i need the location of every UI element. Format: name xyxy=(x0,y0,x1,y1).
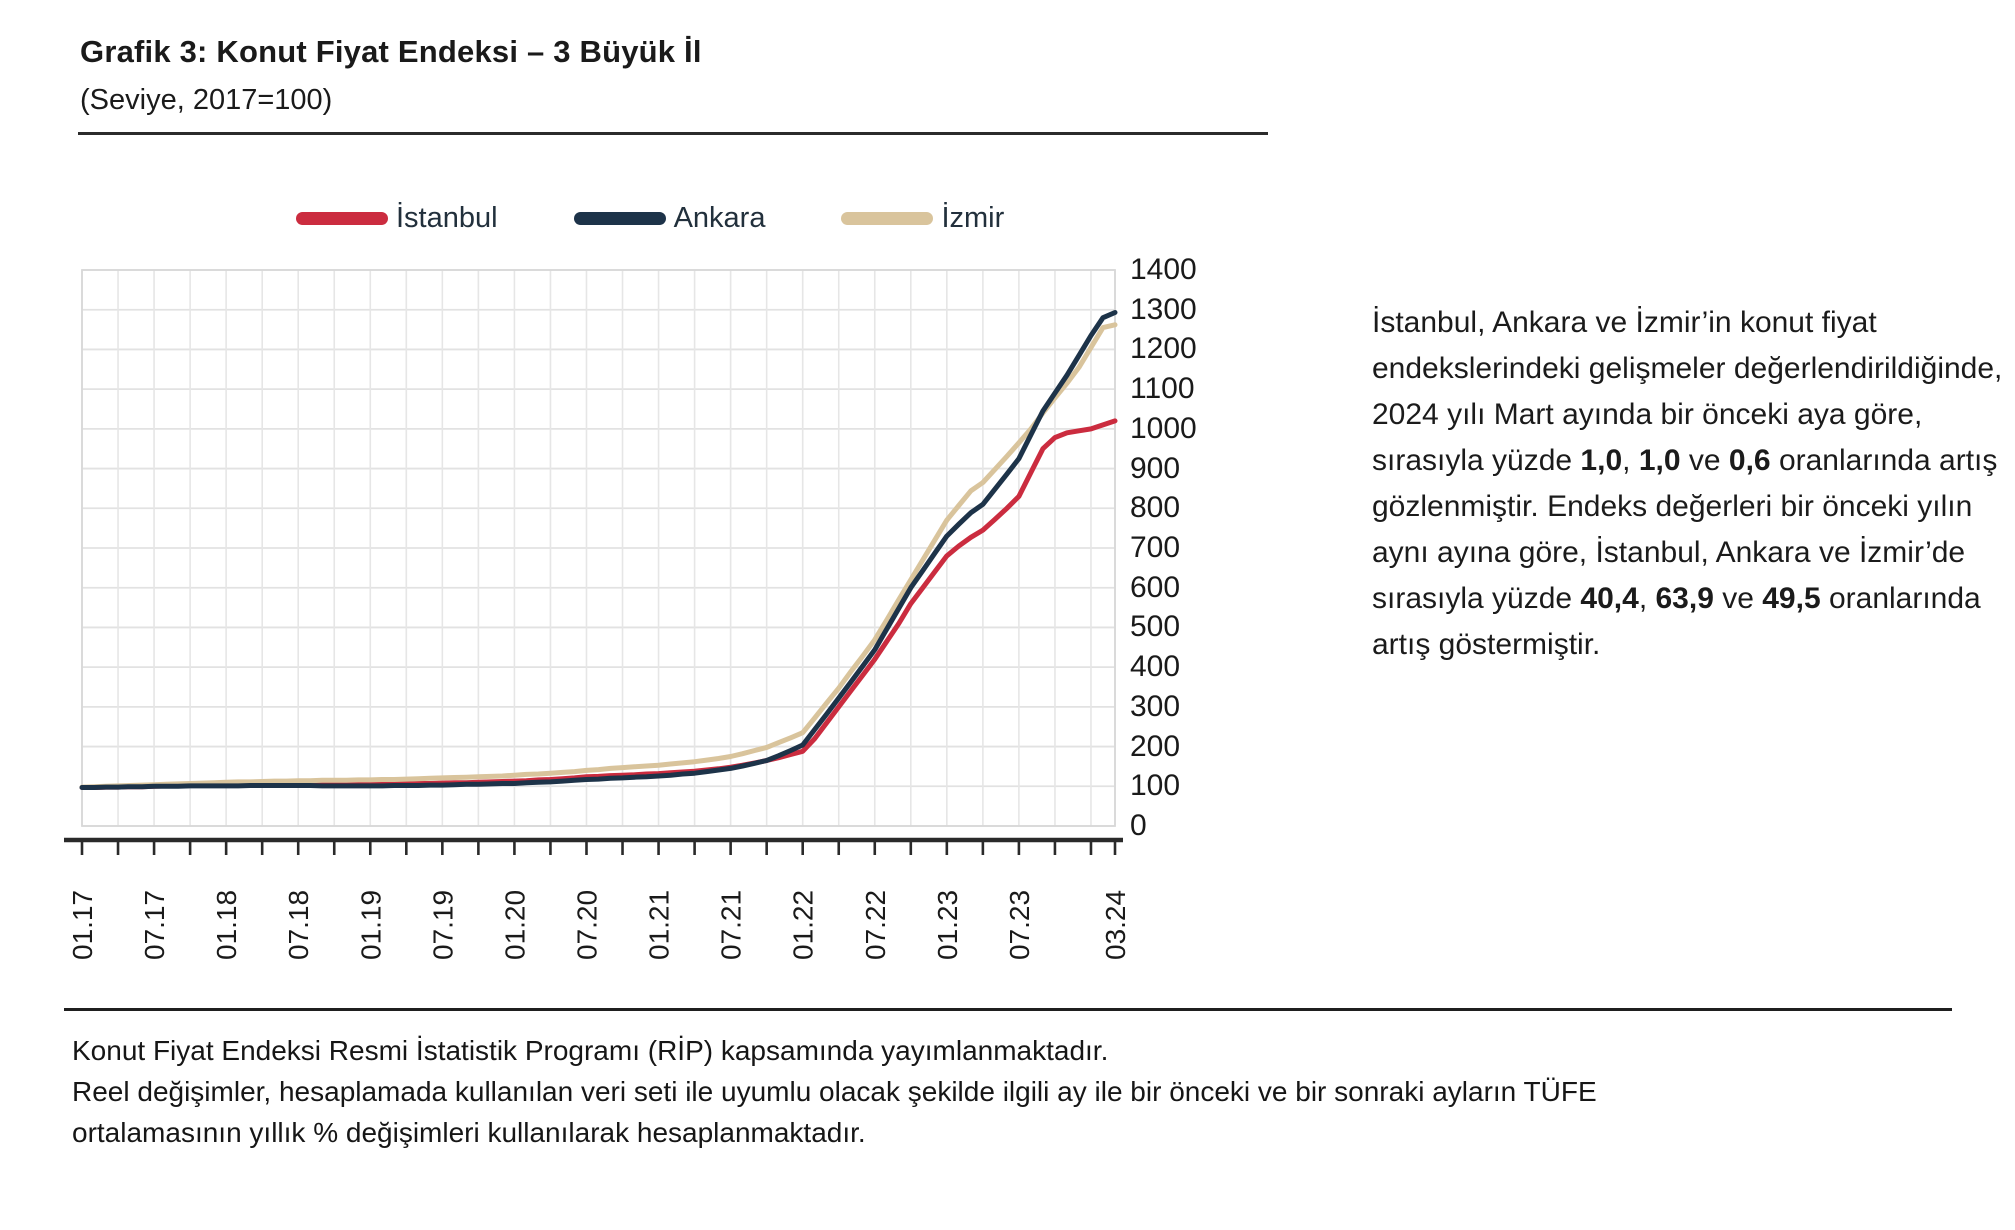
page-subtitle: (Seviye, 2017=100) xyxy=(80,84,333,116)
y-tick-label: 800 xyxy=(1130,491,1181,524)
y-tick-label: 700 xyxy=(1130,531,1181,564)
y-tick-label: 300 xyxy=(1130,690,1181,723)
y-tick-label: 500 xyxy=(1130,610,1181,643)
commentary-text: , xyxy=(1622,444,1639,477)
x-tick-label: 01.21 xyxy=(643,889,675,960)
x-tick-label: 07.21 xyxy=(715,889,747,960)
y-tick-label: 1200 xyxy=(1130,332,1197,365)
commentary-bold-value: 1,0 xyxy=(1638,444,1681,477)
footnote-line: Konut Fiyat Endeksi Resmi İstatistik Programı (RİP) kapsamında yayımlanmaktadır. xyxy=(72,1035,1109,1066)
legend-label-istanbul: İstanbul xyxy=(396,202,498,234)
series-line-ankara xyxy=(82,313,1115,788)
commentary-text: ve xyxy=(1713,582,1763,615)
legend-item-istanbul xyxy=(296,202,498,235)
commentary-text: oranlarında artış göstermiştir. xyxy=(1372,582,1981,661)
y-tick-label: 600 xyxy=(1130,571,1181,604)
price-index-chart xyxy=(67,268,1131,968)
commentary-bold-value: 49,5 xyxy=(1762,582,1821,615)
x-tick-label: 07.22 xyxy=(859,889,891,960)
footer-divider xyxy=(64,1008,1952,1011)
chart-legend xyxy=(296,202,1004,235)
commentary-text: , xyxy=(1638,582,1656,615)
y-tick-label: 1400 xyxy=(1130,253,1197,286)
commentary-paragraph xyxy=(1372,300,2015,668)
y-tick-label: 1100 xyxy=(1130,372,1195,405)
y-tick-label: 100 xyxy=(1130,769,1181,802)
footnote-line: ortalamasının yıllık % değişimleri kullanılarak hesaplanmaktadır. xyxy=(72,1117,866,1148)
commentary-bold-value: 63,9 xyxy=(1655,582,1714,615)
x-tick-label: 07.18 xyxy=(283,889,315,960)
x-tick-label: 07.19 xyxy=(427,889,459,960)
series-line-istanbul xyxy=(82,421,1115,788)
x-tick-label: 07.20 xyxy=(571,889,603,960)
x-tick-label: 01.22 xyxy=(787,889,819,960)
commentary-text: ve xyxy=(1680,444,1729,477)
footnotes xyxy=(72,1030,1952,1153)
legend-swatch-ankara xyxy=(574,212,666,225)
x-tick-label: 01.20 xyxy=(499,889,531,960)
x-tick-label: 03.24 xyxy=(1100,889,1131,960)
y-tick-label: 1000 xyxy=(1130,412,1197,445)
legend-swatch-istanbul xyxy=(296,212,388,225)
legend-label-ankara: Ankara xyxy=(673,202,766,234)
x-tick-label: 01.18 xyxy=(211,889,243,960)
legend-label-izmir: İzmir xyxy=(941,202,1005,234)
commentary-text: İstanbul, Ankara ve İzmir’in konut fiyat endekslerindeki gelişmeler değerlendirildiğinde, 2024 yılı Mart ayında bir önceki aya göre, sırasıyla yüzde xyxy=(1372,306,2003,477)
series-line-izmir xyxy=(82,325,1115,787)
x-tick-label: 07.17 xyxy=(139,889,171,960)
legend-item-ankara xyxy=(574,202,766,235)
y-tick-label: 400 xyxy=(1130,650,1181,683)
x-tick-label: 01.19 xyxy=(355,889,387,960)
commentary-bold-value: 0,6 xyxy=(1728,444,1771,477)
x-tick-label: 01.23 xyxy=(931,889,963,960)
x-tick-label: 07.23 xyxy=(1003,889,1035,960)
footnote-line: Reel değişimler, hesaplamada kullanılan veri seti ile uyumlu olacak şekilde ilgili ay ile bir önceki ve bir sonraki ayların TÜFE xyxy=(72,1076,1597,1107)
legend-swatch-izmir xyxy=(841,212,933,225)
y-tick-label: 900 xyxy=(1130,452,1181,485)
legend-item-izmir xyxy=(841,202,1004,235)
y-tick-label: 1300 xyxy=(1130,293,1197,326)
x-tick-label: 01.17 xyxy=(67,889,98,960)
page-title: Grafik 3: Konut Fiyat Endeksi – 3 Büyük İl xyxy=(80,34,702,69)
commentary-text: oranlarında artış gözlenmiştir. Endeks değerleri bir önceki yılın aynı ayına göre, İstanbul, Ankara ve İzmir’de sırasıyla yüzde xyxy=(1372,444,1998,615)
commentary-bold-value: 40,4 xyxy=(1580,582,1639,615)
y-tick-label: 200 xyxy=(1130,730,1181,763)
commentary-bold-value: 1,0 xyxy=(1580,444,1623,477)
title-underline xyxy=(78,132,1268,135)
y-tick-label: 0 xyxy=(1130,809,1147,842)
